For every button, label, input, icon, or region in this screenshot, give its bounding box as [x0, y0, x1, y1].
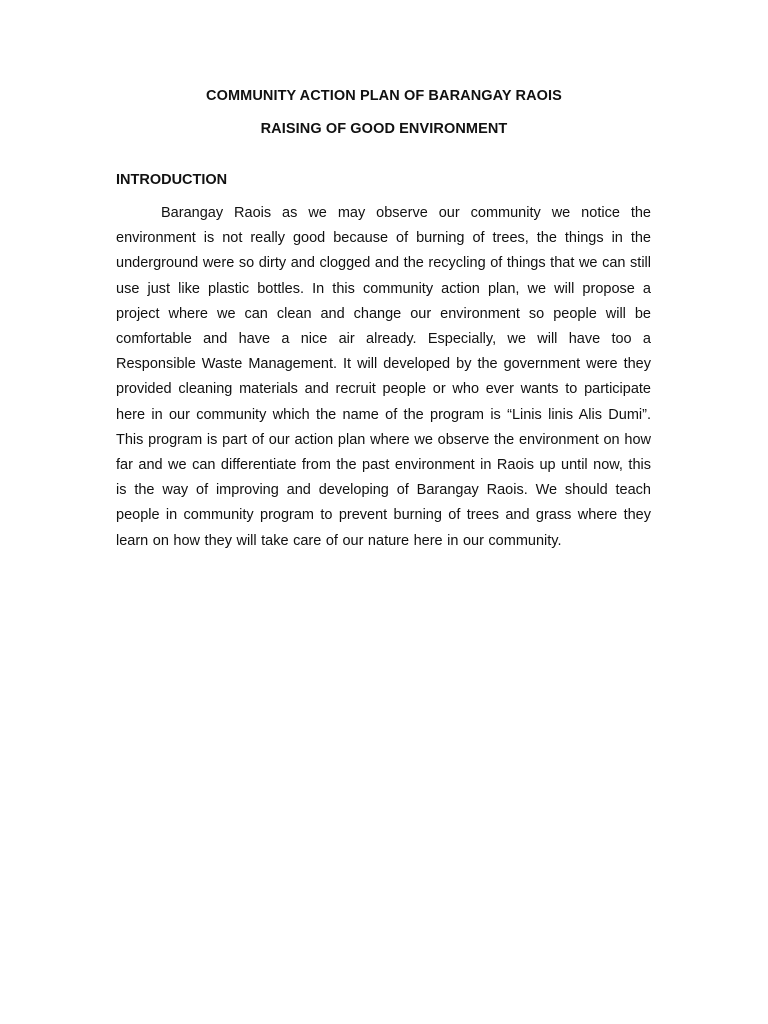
- document-title: COMMUNITY ACTION PLAN OF BARANGAY RAOIS: [206, 88, 562, 104]
- section-heading-introduction: INTRODUCTION: [116, 172, 228, 188]
- document-subtitle: RAISING OF GOOD ENVIRONMENT: [260, 121, 508, 137]
- introduction-paragraph: Barangay Raois as we may observe our community we notice the environment is not really good because of burning of trees, the things in the underground were so dirty and clogged and the recycling of things that we can still use just like plastic bottles. In this community action plan, we will propose a project where we can clean and change our environment so people will be comfortable and have a nice air already. Especially, we will have too a Responsible Waste Management. It will developed by the government were they provided cleaning materials and recruit people or who ever wants to participate here in our community which the name of the program is “Linis linis Alis Dumi”. This program is part of our action plan where we observe the environment on how far and we can differentiate from the past environment in Raois up until now, this is the way of improving and developing of Barangay Raois. We should teach people in community program to prevent burning of trees and grass where they learn on how they will take care of our nature here in our community.: [116, 205, 651, 549]
